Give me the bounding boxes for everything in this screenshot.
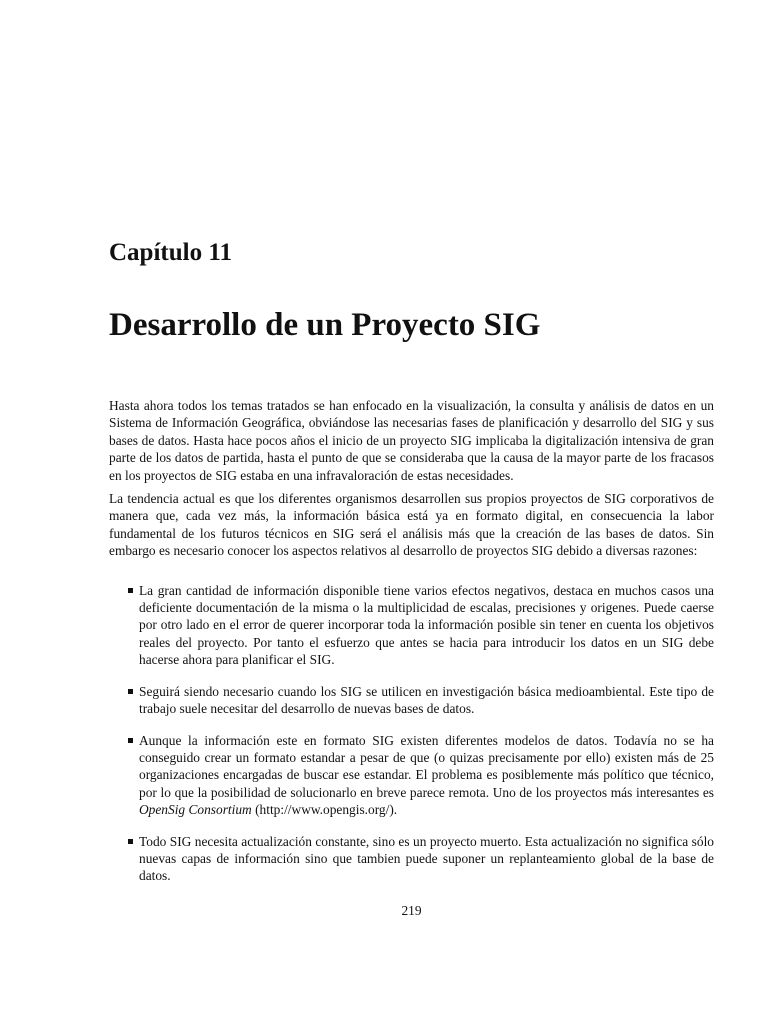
paragraph-trend: La tendencia actual es que los diferentes organismos desarrollen sus propios proyectos de SIG corporativos de manera que, cada vez más, la información básica está ya en formato digital, en consecuencia la labor fundamental de los futuros técnicos en SIG será el análisis más que la creación de las bases de datos. Sin embargo es necesario conocer los aspectos relativos al desarrollo de proyectos SIG debido a diversas razones: (109, 491, 714, 559)
reasons-list (109, 582, 714, 885)
list-item-text: Aunque la información este en formato SIG existen diferentes modelos de datos. Todavía no se ha conseguido crear un formato estandar a pesar de que (o quizas precisamente por ello) existen más de 25 organizaciones encargadas de buscar ese estandar. El problema es posiblemente más político que técnico, por lo que la posibilidad de solucionarlo en breve parece remota. Uno de los proyectos más interesantes es (139, 732, 714, 800)
paragraph-intro: Hasta ahora todos los temas tratados se han enfocado en la visualización, la consulta y análisis de datos en un Sistema de Información Geográfica, obviándose las necesarias fases de planificación y desarrollo del SIG y sus bases de datos. Hasta hace pocos años el inicio de un proyecto SIG implicaba la digitalización intensiva de gran parte de los datos de partida, hasta el punto de que se consideraba que la causa de la mayor parte de los fracasos en los proyectos de SIG estaba en una infravaloración de estas necesidades. (109, 398, 714, 483)
list-item (109, 582, 714, 669)
chapter-title: Desarrollo de un Proyecto SIG (109, 307, 541, 343)
square-bullet-icon (128, 689, 133, 694)
page-number: 219 (401, 903, 422, 918)
document-page (109, 0, 714, 1024)
list-item-text: Todo SIG necesita actualización constante, sino es un proyecto muerto. Esta actualización no significa sólo nuevas capas de información sino que tambien puede suponer un replanteamiento global de la base de datos. (139, 833, 714, 884)
list-item (109, 833, 714, 885)
square-bullet-icon (128, 839, 133, 844)
list-item-text: La gran cantidad de información disponible tiene varios efectos negativos, destaca en muchos casos una deficiente documentación de la misma o la multiplicidad de escalas, precisiones y origenes. Puede caerse por otro lado en el error de querer incorporar toda la información posible sin tener en cuenta los objetivos reales del proyecto. Por tanto el esfuerzo que antes se hacia para introducir los datos en un SIG debe hacerse ahora para planificar el SIG. (139, 582, 714, 668)
list-item-text: Seguirá siendo necesario cuando los SIG se utilicen en investigación básica medioambiental. Este tipo de trabajo suele necesitar del desarrollo de nuevas bases de datos. (139, 683, 714, 717)
square-bullet-icon (128, 588, 133, 593)
list-item (109, 732, 714, 819)
body-text (109, 397, 714, 899)
list-item-text-tail: (http://www.opengis.org/). (251, 802, 398, 818)
list-item-emphasis: OpenSig Consortium (139, 802, 252, 818)
square-bullet-icon (128, 738, 133, 743)
chapter-label: Capítulo 11 (109, 239, 232, 266)
list-item (109, 683, 714, 718)
